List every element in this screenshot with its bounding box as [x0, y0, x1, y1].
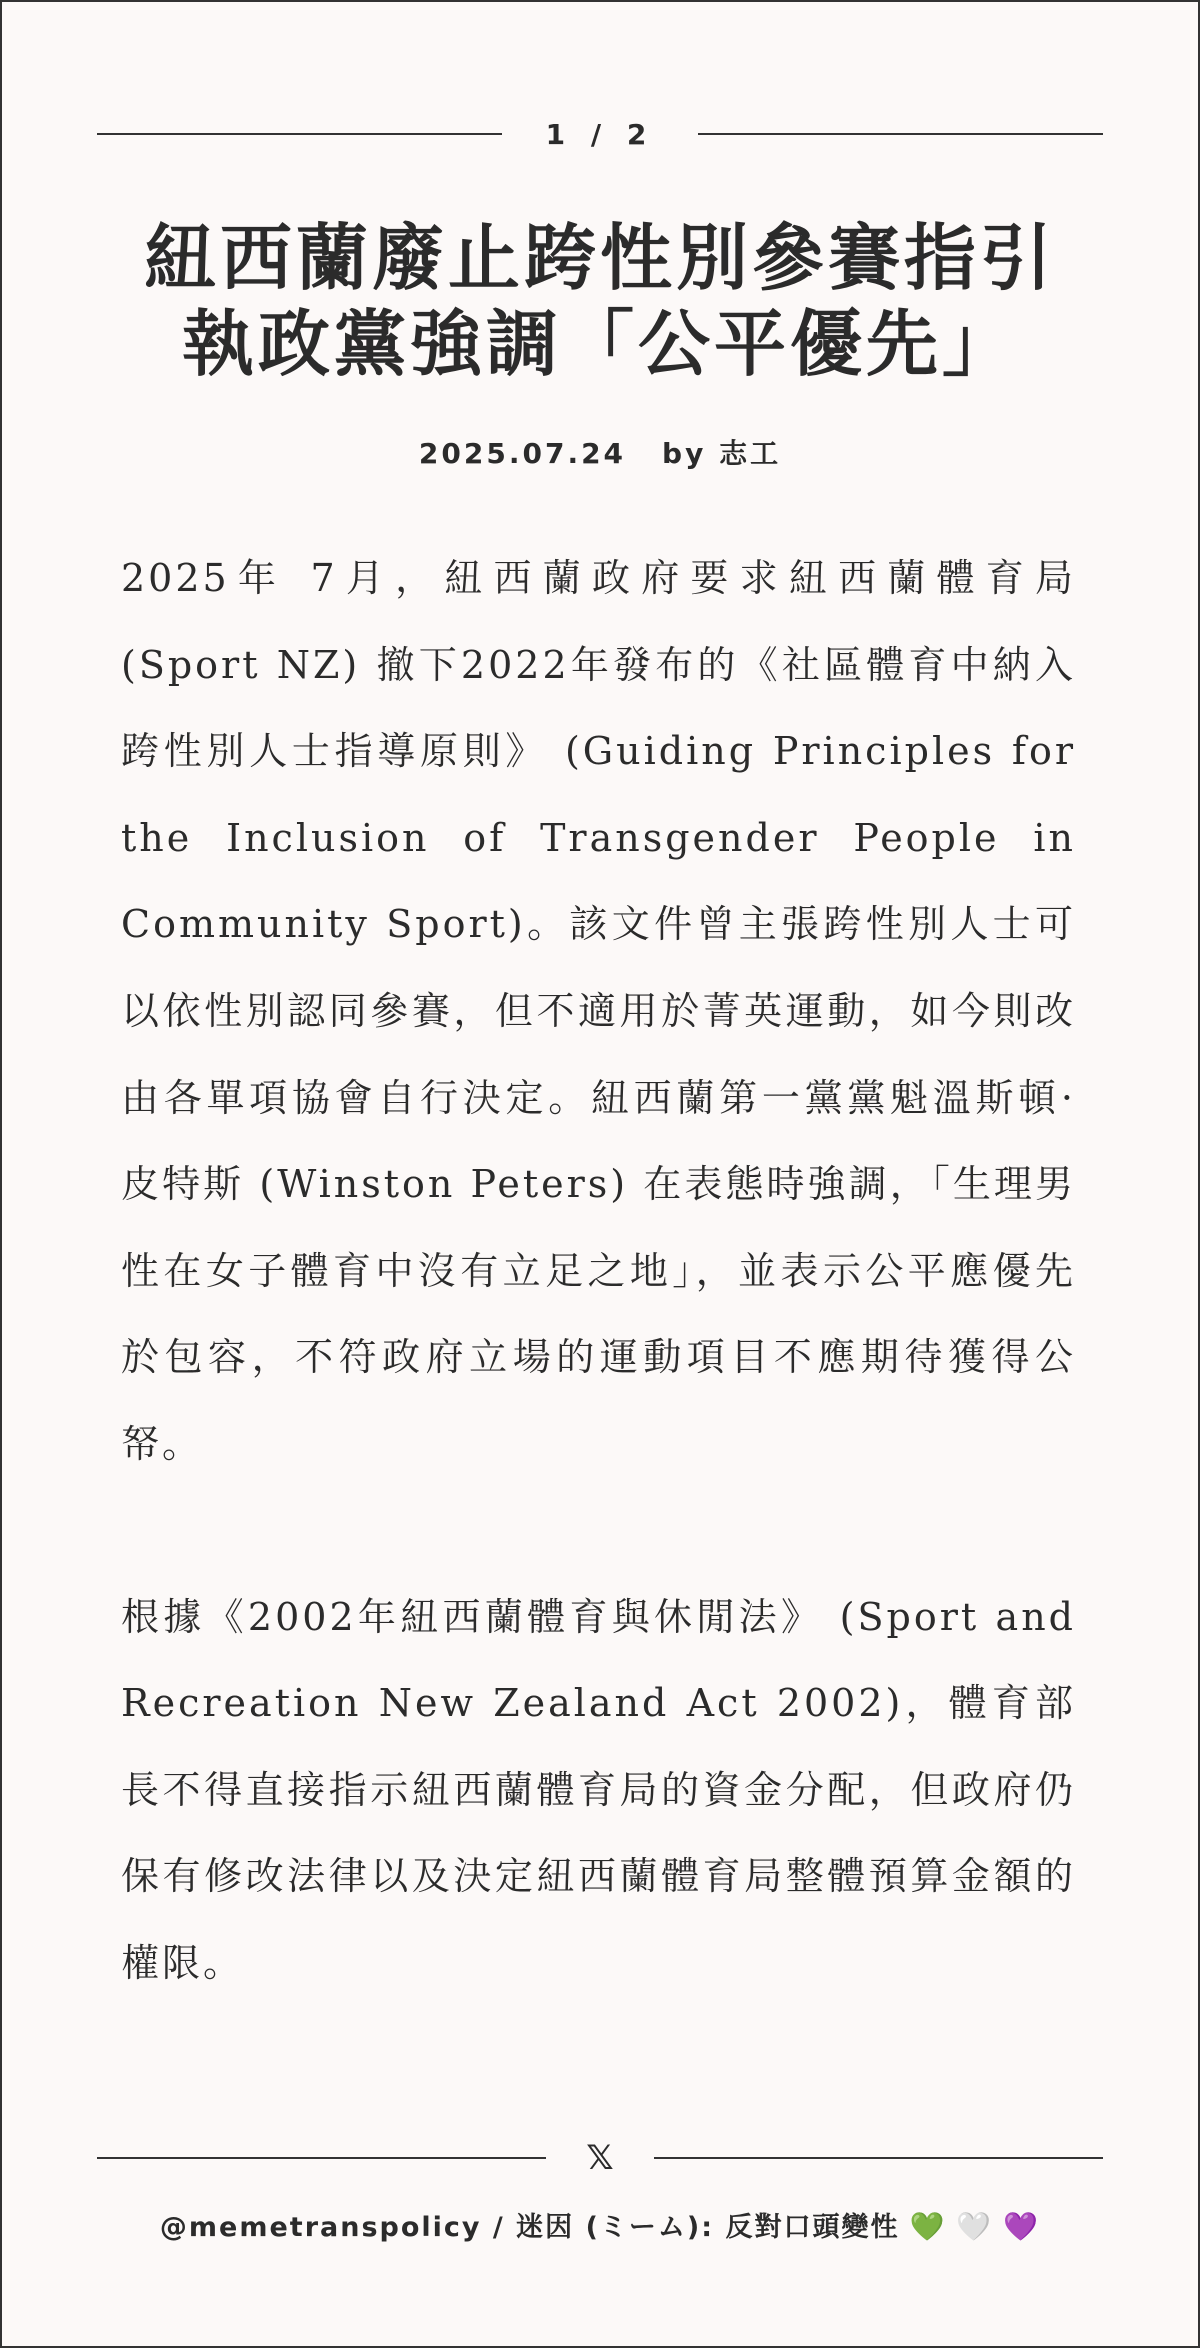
- footer-divider-row: [97, 2138, 1103, 2178]
- publish-date: 2025.07.24: [418, 437, 627, 470]
- handle-text: @memetranspolicy / 迷因 (ミーム): 反對口頭變性: [159, 2212, 900, 2243]
- footer-handle: [0, 2205, 1200, 2244]
- byline: [0, 432, 1200, 472]
- green-heart-icon: 💚: [909, 2210, 947, 2243]
- author: by 志工: [662, 437, 782, 470]
- article-title: [60, 215, 1140, 387]
- paragraph-1: 2025年 7月，紐西蘭政府要求紐西蘭體育局 (Sport NZ) 撤下2022年發布的《社區體育中納入跨性別人士指導原則》 (Guiding Principles for the Inclusion of Transgender People in Community Sport)。該文件曾主張跨性別人士可以依性別認同參賽，但不適用於菁英運動，如今則改由各單項協會自行決定。紐西蘭第一黨黨魁溫斯頓·皮特斯 (Winston Peters) 在表態時強調，「生理男性在女子體育中沒有立足之地」，並表示公平應優先於包容，不符政府立場的運動項目不應期待獲得公帑。: [121, 556, 1076, 1466]
- page-indicator-row: [97, 114, 1103, 154]
- article-title-line-1: 紐西蘭廢止跨性別參賽指引: [143, 216, 1056, 300]
- article-title-line-2: 執政黨強調「公平優先」: [181, 302, 1018, 386]
- footer-divider-left: [97, 2157, 546, 2159]
- page-indicator: 1 / 2: [545, 117, 655, 151]
- divider-left: [97, 133, 502, 135]
- white-heart-icon: 🤍: [956, 2210, 994, 2243]
- footer-divider-right: [654, 2157, 1103, 2159]
- purple-heart-icon: 💜: [1003, 2210, 1041, 2243]
- article-body: [121, 535, 1076, 2093]
- divider-right: [698, 133, 1103, 135]
- paragraph-2: 根據《2002年紐西蘭體育與休閒法》 (Sport and Recreation New Zealand Act 2002)，體育部長不得直接指示紐西蘭體育局的資金分配，但政府仍保有修改法律以及決定紐西蘭體育局整體預算金額的權限。: [121, 1594, 1076, 1985]
- x-logo-icon: 𝕏: [586, 2138, 614, 2178]
